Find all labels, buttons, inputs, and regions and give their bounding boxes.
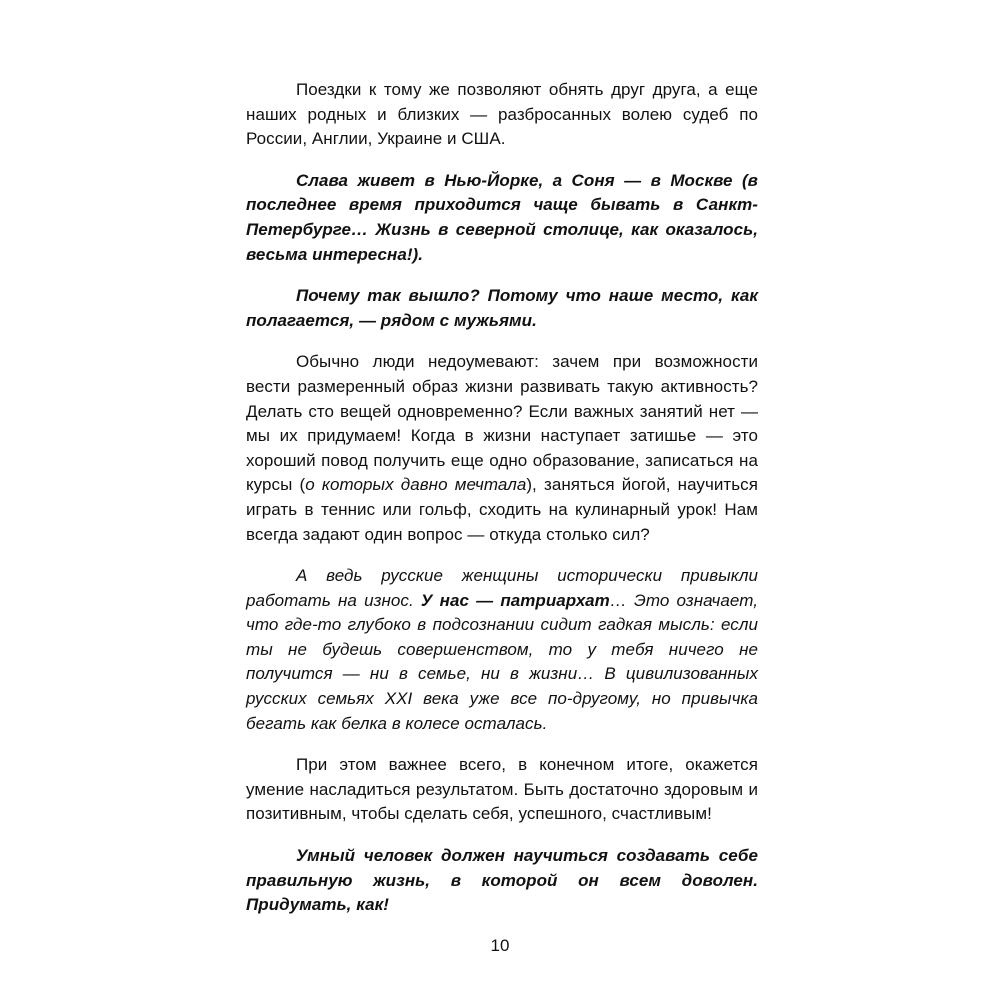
activity-text-end: ), заняться йогой, научиться играть в теннис или гольф, сходить на кулинарный урок! Нам всегда задают один вопрос — откуда столько сил? [246,475,758,544]
paragraph-slava-sonya: Слава живет в Нью-Йорке, а Соня — в Москве (в последнее время приходится чаще бывать в Санкт-Петербурге… Жизнь в северной столице, как оказалось, весьма интересна!). [246,170,758,264]
women-text-start: А ведь русские женщины исторически привыкли работать на износ. [246,566,758,610]
paragraph-result: При этом важнее всего, в конечном итоге, окажется умение насладиться результатом. Быть достаточно здоровым и позитивным, чтобы сделать себя, успешного, счастливым! [246,755,758,824]
women-text-end: … Это означает, что где-то глубоко в подсознании сидит гадкая мысль: если ты не будешь совершенством, то у тебя ничего не получится — ни в семье, ни в жизни… В цивилизованных русских семьях XXI века уже все по-другому, но привычка бегать как белка в колесе осталась. [246,590,758,733]
paragraph-russian-women [246,564,758,736]
paragraph-smart-person: Умный человек должен научиться создавать себе правильную жизнь, в которой он всем доволен. Придумать, как! [246,846,758,915]
page-number: 10 [490,936,510,955]
women-text-bold: У нас — патриархат [420,590,610,610]
paragraph-activity [246,350,758,547]
paragraph-why: Почему так вышло? Потому что наше место, как полагается, — рядом с мужьями. [246,286,758,330]
activity-text-italic: о которых давно мечтала [305,475,527,495]
activity-text-start: Обычно люди недоумевают: зачем при возможности вести размеренный образ жизни развивать такую активность? Делать сто вещей одновременно? Если важных занятий нет — мы их придумаем! Когда в жизни наступает затишье — это хороший повод получить еще одно образование, записаться на курсы ( [246,352,758,495]
paragraph-travel: Поездки к тому же позволяют обнять друг друга, а еще наших родных и близких — разбросанных волею судеб по России, Англии, Украине и США. [246,80,758,149]
page-body [246,78,758,935]
